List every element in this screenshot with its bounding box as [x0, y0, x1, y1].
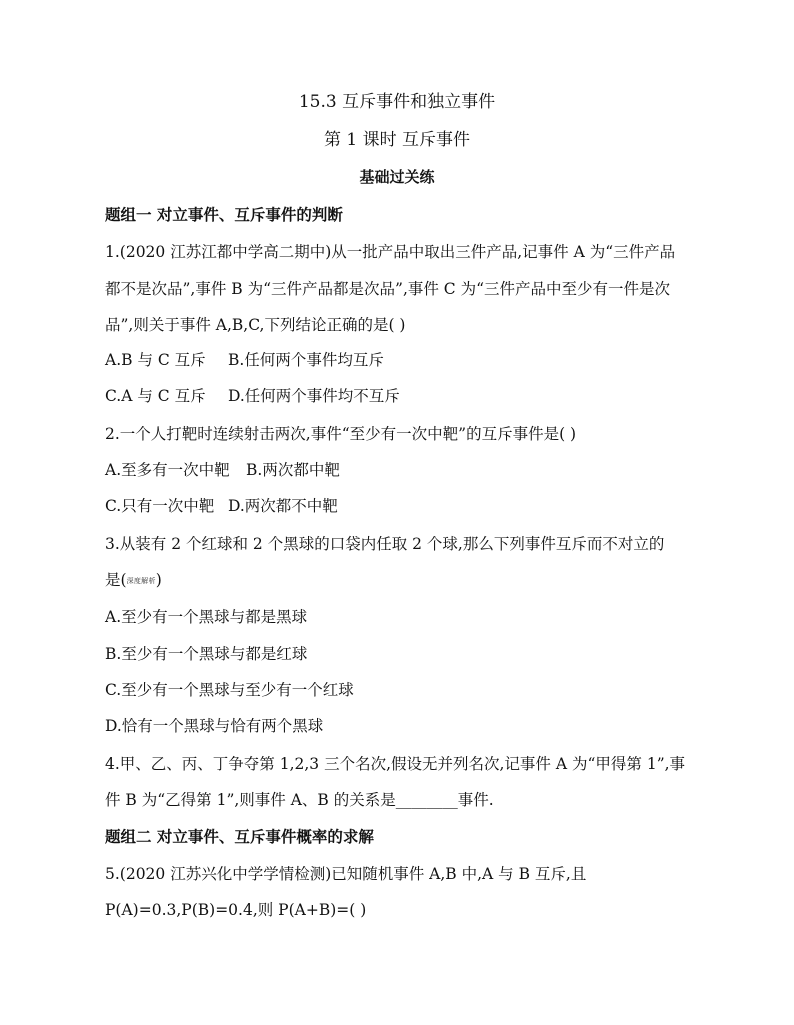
q5-line1: 5.(2020 江苏兴化中学学情检测)已知随机事件 A,B 中,A 与 B 互斥,且	[105, 865, 587, 883]
q1-option-b: B.任何两个事件均互斥	[228, 351, 384, 369]
q1-line2: 都不是次品”,事件 B 为“三件产品都是次品”,事件 C 为“三件产品中至少有一件是次	[105, 280, 671, 298]
q1-line3: 品”,则关于事件 A,B,C,下列结论正确的是( )	[105, 316, 406, 334]
q1-option-a: A.B 与 C 互斥	[105, 351, 206, 369]
q3-line2-suffix: )	[155, 571, 162, 589]
group1-heading: 题组一 对立事件、互斥事件的判断	[105, 205, 343, 224]
q2-option-b: B.两次都中靶	[246, 461, 340, 479]
group2-heading: 题组二 对立事件、互斥事件概率的求解	[105, 827, 374, 846]
q5-line2: P(A)=0.3,P(B)=0.4,则 P(A+B)=( )	[105, 901, 367, 919]
sub-title: 基础过关练	[359, 168, 435, 186]
q3-option-d: D.恰有一个黑球与恰有两个黑球	[105, 717, 324, 735]
q2-line1: 2.一个人打靶时连续射击两次,事件“至少有一次中靶”的互斥事件是( )	[105, 425, 577, 443]
q4-line1: 4.甲、乙、丙、丁争夺第 1,2,3 三个名次,假设无并列名次,记事件 A 为“甲得第 1”,事	[105, 755, 686, 773]
lesson-title: 第 1 课时 互斥事件	[323, 130, 471, 150]
q3-line2-prefix: 是(	[105, 571, 127, 589]
q2-option-a: A.至多有一次中靶	[105, 461, 230, 479]
q2-option-c: C.只有一次中靶	[105, 497, 215, 515]
q1-option-d: D.任何两个事件均不互斥	[228, 387, 400, 405]
q3-option-c: C.至少有一个黑球与至少有一个红球	[105, 681, 354, 699]
q4-line2: 件 B 为“乙得第 1”,则事件 A、B 的关系是________事件.	[105, 791, 494, 809]
q1-line1: 1.(2020 江苏江都中学高二期中)从一批产品中取出三件产品,记事件 A 为“三件产品	[105, 243, 676, 261]
q3-line2	[105, 570, 162, 591]
q3-analysis-tag: 深度解析	[126, 577, 156, 585]
q3-line1: 3.从装有 2 个红球和 2 个黑球的口袋内任取 2 个球,那么下列事件互斥而不对立的	[105, 535, 665, 553]
q3-option-a: A.至少有一个黑球与都是黑球	[105, 608, 308, 626]
q2-option-d: D.两次都不中靶	[228, 497, 338, 515]
q1-option-c: C.A 与 C 互斥	[105, 387, 206, 405]
section-title: 15.3 互斥事件和独立事件	[298, 92, 496, 112]
q3-option-b: B.至少有一个黑球与都是红球	[105, 645, 308, 663]
